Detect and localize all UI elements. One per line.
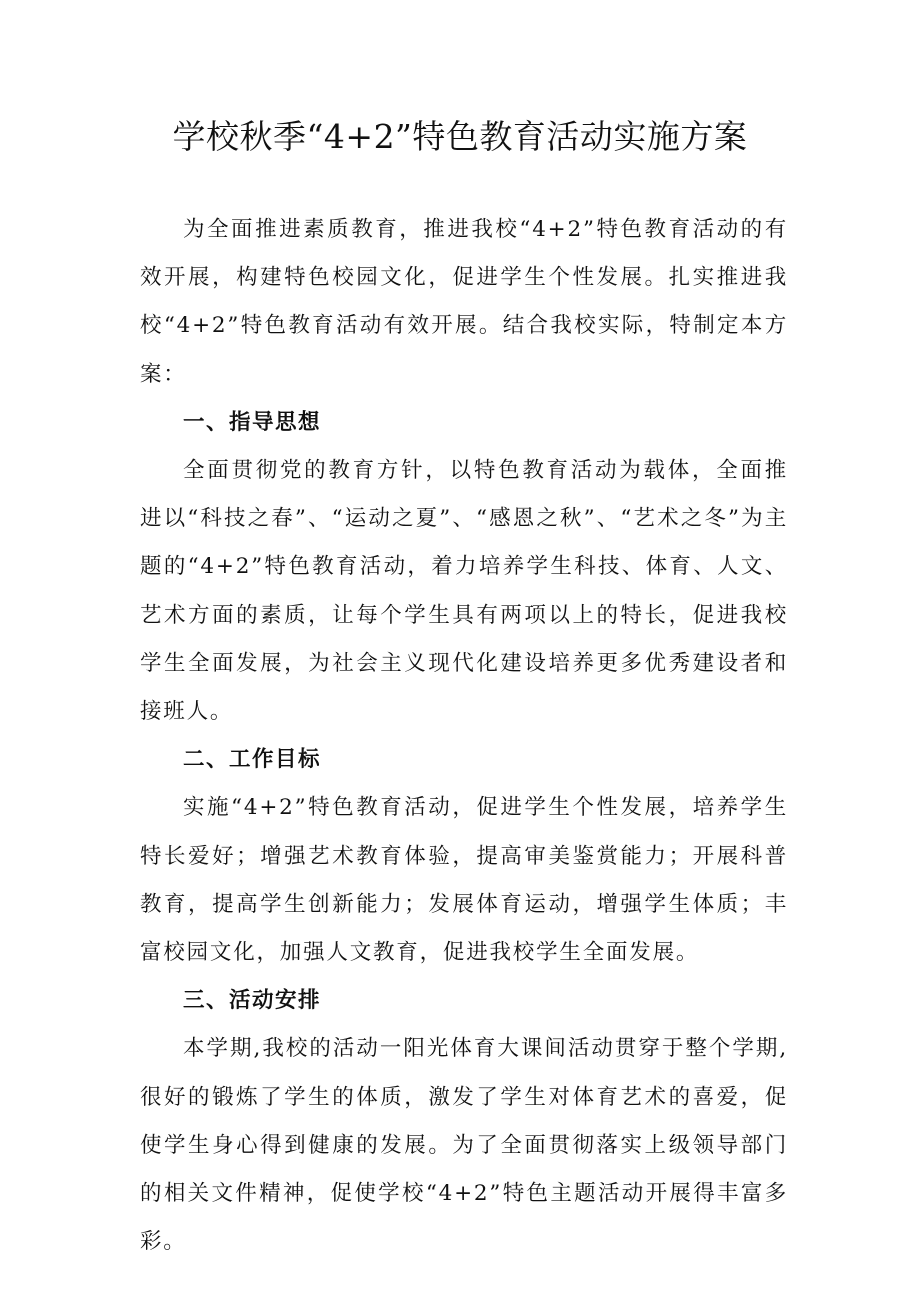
section-heading-activity-arrangement: 三、活动安排 xyxy=(183,988,322,1014)
section-text-work-goals: 实施“4+2”特色教育活动，促进学生个性发展，培养学生特长爱好；增强艺术教育体验，提高审美鉴赏能力；开展科普教育，提高学生创新能力；发展体育运动，增强学生体质；丰富校园文化，加强人文教育，促进我校学生全面发展。 xyxy=(140,795,788,966)
document-body xyxy=(140,206,788,1266)
section-text-guiding-ideology: 全面贯彻党的教育方针，以特色教育活动为载体，全面推进以“科技之春”、“运动之夏”、“感恩之秋”、“艺术之冬”为主题的“4+2”特色教育活动，着力培养学生科技、体育、人文、艺术方面的素质，让每个学生具有两项以上的特长，促进我校学生全面发展，为社会主义现代化建设培养更多优秀建设者和接班人。 xyxy=(140,458,788,725)
section-heading-work-goals: 二、工作目标 xyxy=(183,747,322,773)
document-title: 学校秋季“4+2”特色教育活动实施方案 xyxy=(172,117,748,156)
section-text-activity-arrangement: 本学期,我校的活动一阳光体育大课间活动贯穿于整个学期,很好的锻炼了学生的体质，激发了学生对体育艺术的喜爱，促使学生身心得到健康的发展。为了全面贯彻落实上级领导部门的相关文件精神，促使学校“4+2”特色主题活动开展得丰富多彩。 xyxy=(140,1036,788,1255)
section-heading-guiding-ideology: 一、指导思想 xyxy=(183,409,322,435)
intro-paragraph: 为全面推进素质教育，推进我校“4+2”特色教育活动的有效开展，构建特色校园文化，促进学生个性发展。扎实推进我校“4+2”特色教育活动有效开展。结合我校实际，特制定本方案： xyxy=(140,217,788,387)
